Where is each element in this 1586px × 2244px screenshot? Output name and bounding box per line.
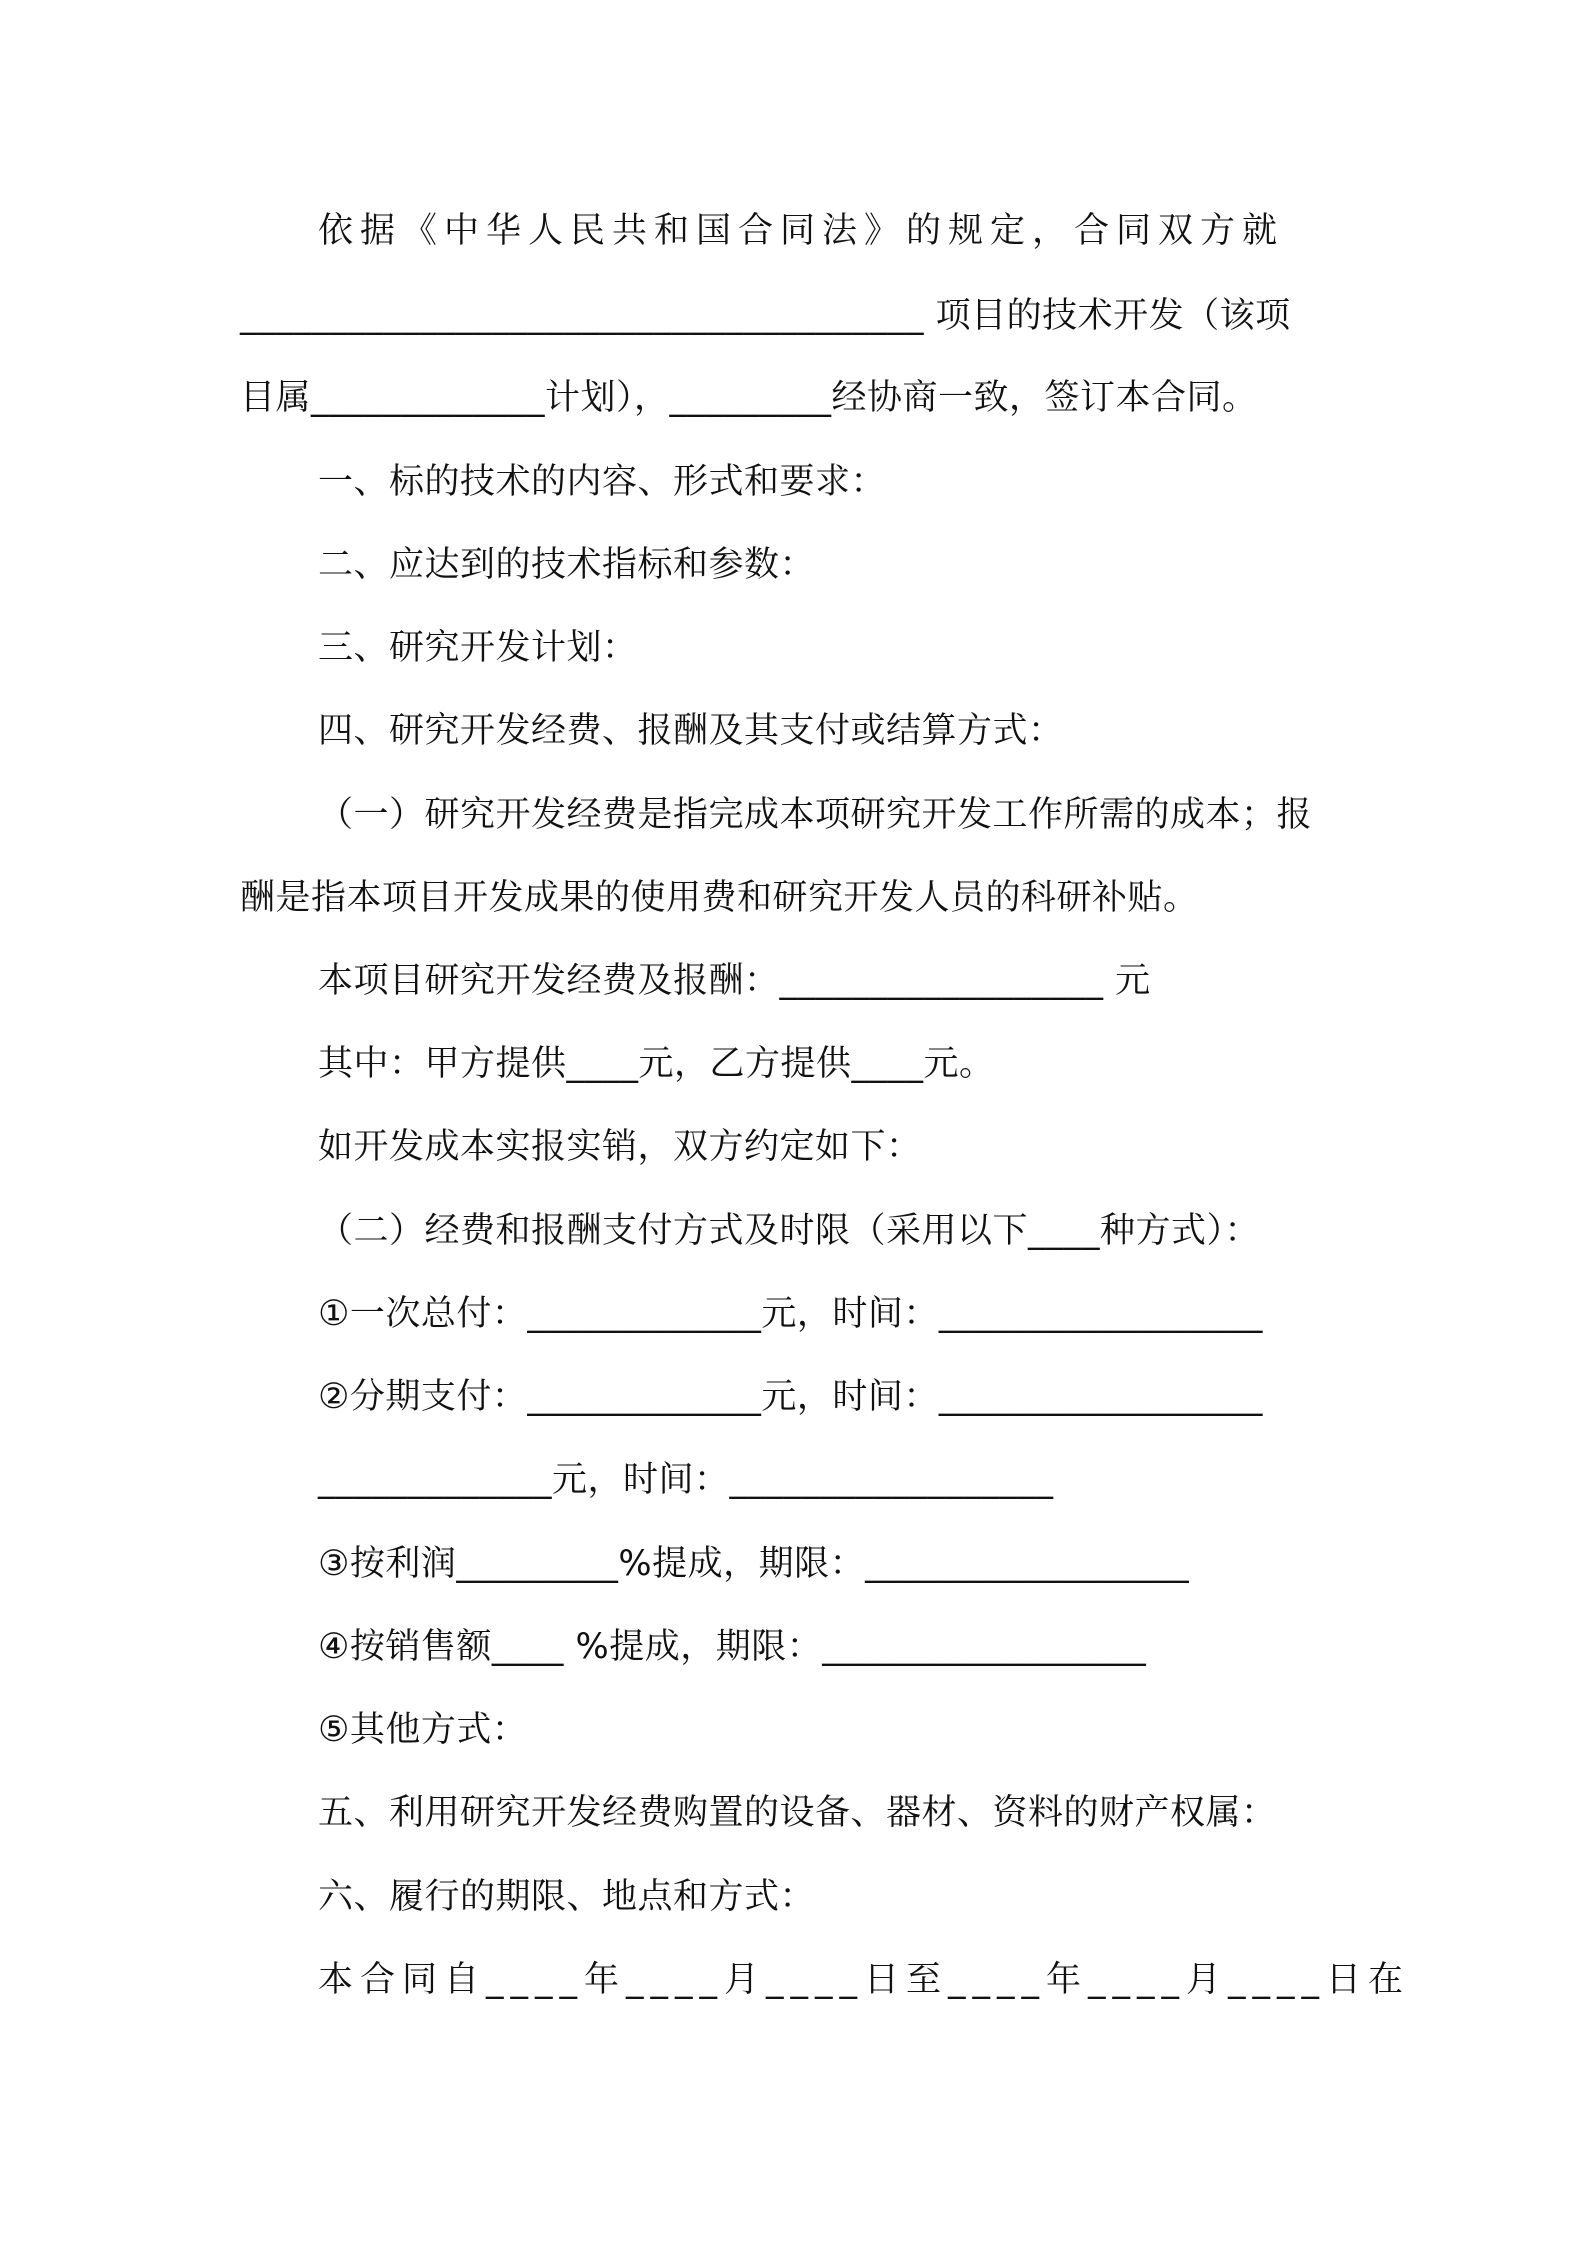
fund-total-line: 本项目研究开发经费及报酬：__________________ 元 bbox=[318, 961, 1151, 1001]
payment-method-heading: （二）经费和报酬支付方式及时限（采用以下____种方式）： bbox=[318, 1211, 1261, 1251]
payment-option-4: ④按销售额____ %提成，期限：__________________ bbox=[318, 1627, 1147, 1667]
actual-cost-line: 如开发成本实报实销，双方约定如下： bbox=[318, 1127, 922, 1167]
intro-paragraph-line-1: 依据《中华人民共和国合同法》的规定，合同双方就 bbox=[318, 211, 1285, 251]
payment-option-3: ③按利润_________%提成，期限：__________________ bbox=[318, 1544, 1190, 1584]
fund-definition-line-2: 酬是指本项目开发成果的使用费和研究开发人员的科研补贴。 bbox=[240, 878, 1199, 918]
intro-paragraph-line-3: 目属_____________计划），_________经协商一致，签订本合同。 bbox=[240, 378, 1258, 418]
fund-definition-line-1: （一）研究开发经费是指完成本项研究开发工作所需的成本；报 bbox=[318, 795, 1313, 835]
section-heading-3: 三、研究开发计划： bbox=[318, 628, 638, 668]
payment-option-1: ①一次总付：_____________元，时间：__________________ bbox=[318, 1294, 1263, 1334]
section-heading-6: 六、履行的期限、地点和方式： bbox=[318, 1877, 816, 1917]
payment-option-2: ②分期支付：_____________元，时间：__________________ bbox=[318, 1377, 1263, 1417]
intro-paragraph-line-2: ______________________________________ 项目的技术开发（该项 bbox=[240, 296, 1291, 336]
payment-option-5: ⑤其他方式： bbox=[318, 1710, 528, 1750]
contract-period-line: 本合同自____年____月____日至____年____月____日在 bbox=[318, 1960, 1411, 2000]
payment-option-2-continued: _____________元，时间：__________________ bbox=[318, 1460, 1054, 1500]
section-heading-2: 二、应达到的技术指标和参数： bbox=[318, 545, 816, 585]
section-heading-5: 五、利用研究开发经费购置的设备、器材、资料的财产权属： bbox=[318, 1793, 1277, 1833]
fund-split-line: 其中：甲方提供____元，乙方提供____元。 bbox=[318, 1044, 995, 1084]
section-heading-1: 一、标的技术的内容、形式和要求： bbox=[318, 462, 887, 502]
section-heading-4: 四、研究开发经费、报酬及其支付或结算方式： bbox=[318, 711, 1064, 751]
